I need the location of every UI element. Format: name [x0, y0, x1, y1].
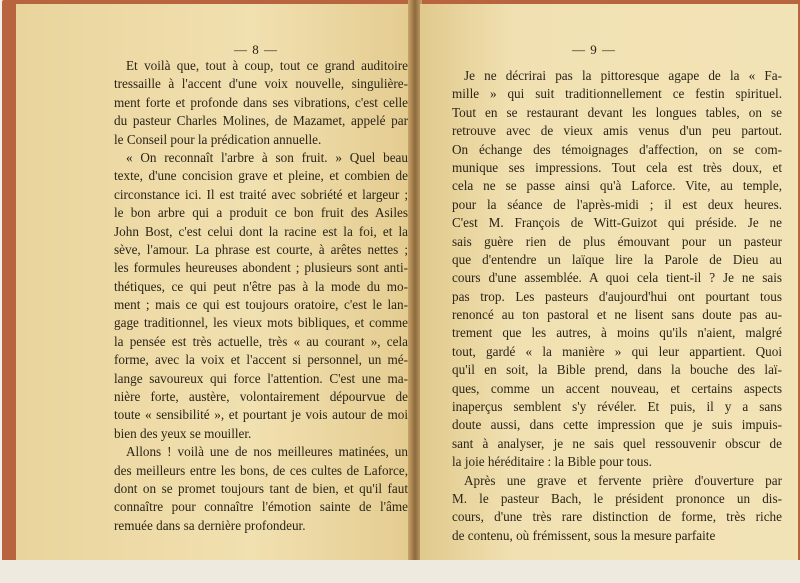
- text-line: des meilleurs entre les bons, de ces cultes de Laforce,: [114, 462, 408, 478]
- text-line: circonstance ici. Il est traité avec sobriété et largeur ;: [114, 186, 408, 202]
- text-line: connaître pour connaître l'émotion sainte de l'âme: [114, 499, 408, 515]
- scan-background: [0, 560, 800, 583]
- text-line: M. le pasteur Bach, le président prononce un dis-: [452, 490, 782, 506]
- text-line: cours d'une assemblée. A quoi cela tient-il ? Je ne sais: [452, 270, 782, 286]
- text-line: tressaille à l'accent d'une voix nouvelle, singulière-: [114, 76, 408, 92]
- text-line: la joie héréditaire : la Bible pour tous.: [452, 454, 652, 470]
- text-line: pour la séance de l'après-midi ; il est deux heures.: [452, 196, 782, 212]
- text-line: sève, l'amour. La phrase est courte, à arêtes nettes ;: [114, 241, 408, 257]
- text-line: gage traditionnel, les vieux mots bibliques, et comme: [114, 315, 408, 331]
- text-line: ment ; mais ce qui est toujours oratoire, c'est le lan-: [114, 297, 408, 313]
- text-line: John Bost, c'est celui dont la racine est la foi, et la: [114, 223, 408, 239]
- text-line: sant à analyser, je ne sais quel ressouvenir obscur de: [452, 435, 782, 451]
- text-line: remuée dans sa dernière profondeur.: [114, 517, 306, 533]
- text-line: lange savoureux qui force l'attention. C'est une ma-: [114, 370, 408, 386]
- left-page-number: — 8 —: [234, 42, 278, 57]
- right-page-text: [452, 67, 782, 545]
- text-line: toute « sensibilité », et pourtant je vois autour de moi: [114, 407, 408, 423]
- text-line: de contenu, où frémissent, sous la mesure parfaite: [452, 527, 716, 543]
- text-line: renoncé au ton pastoral et ne lisent sans doute pas au-: [452, 307, 782, 323]
- text-line: C'est M. François de Witt-Guizot qui préside. Je ne: [452, 215, 782, 231]
- text-line: nière forte, austère, volontairement dépourvue de: [114, 389, 408, 405]
- text-line: Je ne décrirai pas la pittoresque agape de la « Fa-: [464, 68, 782, 83]
- left-page-text: [114, 57, 408, 535]
- text-line: cela ne se passe ainsi qu'à Laforce. Vite, au temple,: [452, 178, 782, 194]
- text-line: Et voilà que, tout à coup, tout ce grand auditoire: [126, 58, 408, 73]
- text-line: thétiques, ce qui peut n'être pas à la mode du mo-: [114, 278, 408, 294]
- text-line: Tout en se restaurant devant les longues tables, on se: [452, 104, 782, 120]
- text-line: munique ses impressions. Tout cela est très doux, et: [452, 159, 782, 175]
- text-line: inaperçus semblent s'y révéler. Et puis, il y a sans: [452, 399, 782, 415]
- text-line: forme, avec la voix et l'accent si personnel, un mé-: [114, 352, 408, 368]
- text-line: la pensée est très actuelle, très « au courant », cela: [114, 333, 408, 349]
- text-line: doute aussi, dans cette impression que je suis impuis-: [452, 417, 782, 433]
- text-line: que d'entendre un laïque lire la Parole de Dieu au: [452, 251, 782, 267]
- text-line: du pasteur Charles Molines, de Mazamet, appelé par: [114, 113, 408, 129]
- text-line: trement que les autres, à moins qu'ils n'aient, malgré: [452, 325, 782, 341]
- text-line: tout, gardé « la manière » qui leur appartient. Quoi: [452, 343, 782, 359]
- text-line: les formules heureuses abondent ; plusieurs sont anti-: [114, 260, 408, 276]
- right-page-number: — 9 —: [572, 42, 616, 57]
- text-line: bien des yeux se mouiller.: [114, 425, 252, 441]
- text-line: le bon arbre qui a produit ce bon fruit des Asiles: [114, 205, 408, 221]
- text-line: qu'il en soit, la Bible prend, dans la bouche des laï-: [452, 362, 782, 378]
- text-line: retrouve avec de vieux amis venus d'un peu partout.: [452, 123, 782, 139]
- right-page: [420, 4, 798, 560]
- text-line: le Conseil pour la prédication annuelle.: [114, 131, 322, 147]
- text-line: Après une grave et fervente prière d'ouverture par: [464, 472, 782, 488]
- text-line: sais guère rien de plus émouvant pour un pasteur: [452, 233, 782, 249]
- text-line: texte, d'une concision grave et pleine, et combien de: [114, 168, 408, 184]
- text-line: cours, d'une très rare distinction de forme, très riche: [452, 509, 782, 525]
- text-line: On échange des témoignages d'affection, on se com-: [452, 141, 782, 157]
- text-line: « On reconnaît l'arbre à son fruit. » Quel beau: [126, 149, 408, 165]
- text-line: Allons ! voilà une de nos meilleures matinées, un: [126, 444, 408, 460]
- text-line: dont on se promet toujours tant de bien, et qu'il faut: [114, 480, 408, 496]
- left-page: [16, 4, 411, 560]
- text-line: pas trop. Les pasteurs d'aujourd'hui ont pourtant tous: [452, 288, 782, 304]
- text-line: ment forte et profonde dans ses vibrations, c'est celle: [114, 94, 408, 110]
- text-line: mille » qui suit traditionnellement ce festin spirituel.: [452, 86, 782, 102]
- text-line: ques, comme un accent nouveau, et certains aspects: [452, 380, 782, 396]
